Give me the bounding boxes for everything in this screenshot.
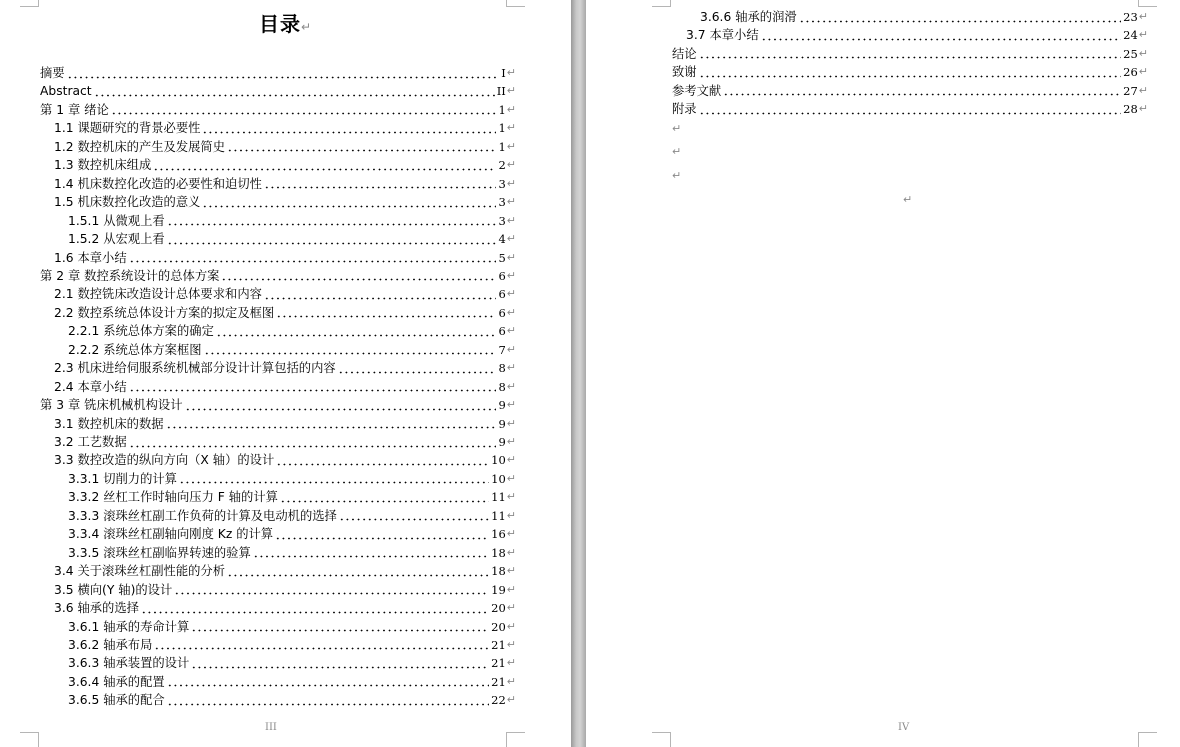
toc-dot-leader <box>202 119 496 134</box>
toc-entry-page-number: 3 <box>498 213 506 228</box>
toc-entry[interactable] <box>68 341 516 360</box>
toc-entry-title: 1.4 机床数控化改造的必要性和迫切性 <box>54 176 262 191</box>
toc-entry[interactable] <box>68 470 516 489</box>
toc-entry-title: 3.1 数控机床的数据 <box>54 416 164 431</box>
toc-dot-leader <box>166 414 497 429</box>
paragraph-mark: ↵ <box>506 268 516 282</box>
toc-dot-leader <box>275 525 489 540</box>
paragraph-mark: ↵ <box>506 508 516 522</box>
toc-entry-page-number: II <box>496 84 506 99</box>
paragraph-mark: ↵ <box>506 601 516 615</box>
toc-entry[interactable] <box>54 581 516 600</box>
toc-dot-leader <box>129 433 497 448</box>
paragraph-mark: ↵ <box>506 84 516 98</box>
toc-entry-page-number: 4 <box>498 232 506 247</box>
toc-entry[interactable] <box>672 82 1148 101</box>
document-page-left <box>0 0 571 747</box>
toc-entry[interactable] <box>54 415 516 434</box>
toc-entry[interactable] <box>68 544 516 563</box>
toc-entry-title: 3.6.3 轴承装置的设计 <box>68 656 190 671</box>
toc-entry[interactable] <box>68 230 516 249</box>
toc-entry[interactable] <box>54 193 516 212</box>
paragraph-mark: ↵ <box>506 305 516 319</box>
toc-entry-title: 3.3 数控改造的纵向方向（X 轴）的设计 <box>54 453 275 468</box>
crop-mark-top-right <box>1138 0 1157 7</box>
paragraph-mark: ↵ <box>506 674 516 688</box>
paragraph-mark: ↵ <box>1138 28 1148 42</box>
crop-mark-bottom-left <box>20 732 39 747</box>
toc-entry-title: 第 1 章 绪论 <box>40 102 109 117</box>
toc-dot-leader <box>221 266 496 281</box>
toc-entry-title: 1.3 数控机床组成 <box>54 158 152 173</box>
toc-dot-leader <box>67 64 500 79</box>
toc-entry[interactable] <box>40 396 516 415</box>
toc-dot-leader <box>129 248 497 263</box>
toc-dot-leader <box>167 672 489 687</box>
toc-entry-page-number: 6 <box>498 268 506 283</box>
paragraph-mark: ↵ <box>506 195 516 209</box>
toc-entry-title: 2.1 数控铣床改造设计总体要求和内容 <box>54 287 262 302</box>
toc-entry-page-number: 28 <box>1123 102 1138 117</box>
toc-entry[interactable] <box>700 8 1148 27</box>
toc-entry-title: 3.3.3 滚珠丝杠副工作负荷的计算及电动机的选择 <box>68 508 337 523</box>
toc-entry-page-number: 1 <box>498 102 506 117</box>
toc-entry-page-number: 27 <box>1123 83 1138 98</box>
toc-dot-leader <box>153 156 496 171</box>
paragraph-mark: ↵ <box>1138 46 1148 60</box>
toc-dot-leader <box>191 654 489 669</box>
toc-title-text: 目录 <box>258 12 301 36</box>
toc-entry[interactable] <box>68 691 516 710</box>
toc-entry-title: 摘要 <box>40 66 65 80</box>
toc-entry-page-number: 8 <box>498 379 506 394</box>
paragraph-mark: ↵ <box>300 20 313 34</box>
paragraph-mark: ↵ <box>506 121 516 135</box>
toc-dot-leader <box>216 322 497 337</box>
toc-entry[interactable] <box>54 451 516 470</box>
toc-dot-leader <box>799 8 1121 23</box>
page-number-footer: IV <box>898 722 910 733</box>
toc-dot-leader <box>723 81 1121 96</box>
toc-entry-page-number: 19 <box>491 582 506 597</box>
toc-dot-leader <box>253 543 489 558</box>
toc-entry-title: 第 2 章 数控系统设计的总体方案 <box>40 268 220 283</box>
toc-entry[interactable] <box>54 249 516 268</box>
crop-mark-bottom-right <box>1138 732 1157 747</box>
toc-dot-leader <box>276 303 496 318</box>
paragraph-mark: ↵ <box>506 139 516 153</box>
toc-entry-title: 3.4 关于滚珠丝杠副性能的分析 <box>54 564 226 579</box>
toc-entry-page-number: 7 <box>498 342 506 357</box>
toc-entry[interactable] <box>40 101 516 120</box>
toc-entry-page-number: 6 <box>498 287 506 302</box>
paragraph-mark: ↵ <box>506 656 516 670</box>
paragraph-mark: ↵ <box>506 176 516 190</box>
paragraph-mark: ↵ <box>1138 65 1148 79</box>
paragraph-mark: ↵ <box>506 342 516 356</box>
toc-entry[interactable] <box>40 82 516 101</box>
toc-entry-page-number: 21 <box>491 674 506 689</box>
toc-entry-title: 2.2 数控系统总体设计方案的拟定及框图 <box>54 305 275 320</box>
page-gutter <box>571 0 586 747</box>
toc-entry-page-number: 24 <box>1123 28 1138 43</box>
paragraph-mark: ↵ <box>506 564 516 578</box>
toc-dot-leader <box>167 230 497 245</box>
paragraph-mark: ↵ <box>506 361 516 375</box>
toc-dot-leader <box>174 580 489 595</box>
toc-entry-title: 3.3.2 丝杠工作时轴向压力 F 轴的计算 <box>68 490 278 505</box>
paragraph-mark: ↵ <box>506 527 516 541</box>
toc-entry[interactable] <box>672 63 1148 82</box>
paragraph-mark: ↵ <box>506 545 516 559</box>
toc-entry-title: 附录 <box>672 102 697 117</box>
toc-dot-leader <box>204 340 497 355</box>
toc-entry-page-number: 9 <box>498 398 506 413</box>
toc-dot-leader <box>264 285 497 300</box>
toc-entry-page-number: 9 <box>498 435 506 449</box>
toc-entry-page-number: 6 <box>498 305 506 320</box>
paragraph-mark: ↵ <box>506 453 516 467</box>
toc-entry[interactable] <box>68 507 516 526</box>
toc-entry-page-number: 2 <box>498 158 506 173</box>
toc-entry-title: 3.6.1 轴承的寿命计算 <box>68 619 190 634</box>
paragraph-mark: ↵ <box>506 379 516 393</box>
paragraph-mark: ↵ <box>506 232 516 246</box>
paragraph-mark: ↵ <box>506 102 516 116</box>
toc-entry-page-number: 11 <box>491 490 506 505</box>
toc-entry-title: 3.6 轴承的选择 <box>54 601 139 616</box>
toc-entry[interactable] <box>54 562 516 581</box>
toc-entry-title: 1.6 本章小结 <box>54 250 127 265</box>
toc-entry-title: 结论 <box>672 46 697 61</box>
toc-entry[interactable] <box>54 119 516 138</box>
toc-dot-leader <box>94 82 495 97</box>
toc-entry-page-number: 10 <box>491 471 506 486</box>
toc-entry[interactable] <box>54 304 516 323</box>
toc-entry-title: 1.5 机床数控化改造的意义 <box>54 195 201 210</box>
crop-mark-top-left <box>652 0 671 7</box>
paragraph-mark: ↵ <box>506 471 516 485</box>
toc-dot-leader <box>227 562 489 577</box>
paragraph-mark: ↵ <box>903 193 913 206</box>
toc-title <box>0 8 571 37</box>
toc-entry[interactable] <box>672 45 1148 64</box>
toc-entry-title: 2.2.2 系统总体方案框图 <box>68 342 202 357</box>
toc-entry-title: 3.3.5 滚珠丝杠副临界转速的验算 <box>68 545 251 560</box>
toc-entry-page-number: 21 <box>491 656 506 671</box>
crop-mark-bottom-left <box>652 732 671 747</box>
toc-dot-leader <box>167 691 489 706</box>
toc-dot-leader <box>280 488 489 503</box>
toc-entry[interactable] <box>40 267 516 286</box>
toc-entry-title: 3.2 工艺数据 <box>54 435 127 449</box>
toc-entry-page-number: 21 <box>491 637 506 652</box>
toc-entry-title: 1.5.2 从宏观上看 <box>68 232 165 247</box>
toc-entry-page-number: 3 <box>498 176 506 191</box>
toc-entry-title: 3.6.6 轴承的润滑 <box>700 10 797 24</box>
toc-entry[interactable] <box>40 64 516 83</box>
toc-entry[interactable] <box>54 138 516 157</box>
paragraph-mark: ↵ <box>506 582 516 596</box>
paragraph-mark: ↵ <box>672 169 682 182</box>
toc-dot-leader <box>264 174 497 189</box>
toc-dot-leader <box>227 137 496 152</box>
toc-entry[interactable] <box>54 433 516 452</box>
paragraph-mark: ↵ <box>1138 102 1148 116</box>
toc-entry-page-number: 20 <box>491 619 506 634</box>
toc-entry-title: 2.3 机床进给伺服系统机械部分设计计算包括的内容 <box>54 361 336 376</box>
toc-entry-page-number: 16 <box>491 527 506 542</box>
toc-entry-page-number: I <box>501 66 506 80</box>
toc-entry-page-number: 22 <box>491 693 506 708</box>
toc-entry[interactable] <box>686 26 1148 45</box>
paragraph-mark: ↵ <box>506 324 516 338</box>
toc-entry-page-number: 18 <box>491 564 506 579</box>
paragraph-mark: ↵ <box>506 637 516 651</box>
toc-entry-title: 2.4 本章小结 <box>54 379 127 394</box>
toc-dot-leader <box>129 377 497 392</box>
document-page-right <box>586 0 1180 747</box>
crop-mark-top-left <box>20 0 39 7</box>
toc-entry-title: 3.3.1 切削力的计算 <box>68 471 177 486</box>
toc-dot-leader <box>338 359 497 374</box>
toc-entry[interactable] <box>68 322 516 341</box>
crop-mark-top-right <box>506 0 525 7</box>
toc-entry[interactable] <box>68 212 516 231</box>
toc-dot-leader <box>699 44 1122 59</box>
toc-entry[interactable] <box>68 525 516 544</box>
toc-entry[interactable] <box>54 285 516 304</box>
toc-dot-leader <box>202 193 496 208</box>
toc-dot-leader <box>179 469 489 484</box>
page-number-footer: III <box>265 722 277 733</box>
paragraph-mark: ↵ <box>672 122 682 135</box>
toc-entry-title: 3.6.5 轴承的配合 <box>68 693 165 708</box>
toc-entry-title: 参考文献 <box>672 83 722 98</box>
toc-entry-page-number: 23 <box>1123 10 1138 24</box>
toc-entry-page-number: 1 <box>498 121 506 136</box>
toc-entry-page-number: 20 <box>491 601 506 616</box>
toc-entry-title: 3.6.4 轴承的配置 <box>68 674 165 689</box>
toc-entry-page-number: 26 <box>1123 65 1138 80</box>
toc-dot-leader <box>111 100 497 115</box>
toc-entry-page-number: 5 <box>498 250 506 265</box>
toc-dot-leader <box>761 26 1121 41</box>
toc-entry-page-number: 9 <box>498 416 506 431</box>
paragraph-mark: ↵ <box>506 416 516 430</box>
toc-entry[interactable] <box>68 488 516 507</box>
toc-dot-leader <box>185 396 497 411</box>
toc-entry-title: 3.7 本章小结 <box>686 28 759 43</box>
toc-entry-title: 1.2 数控机床的产生及发展简史 <box>54 139 226 154</box>
toc-entry[interactable] <box>54 156 516 175</box>
paragraph-mark: ↵ <box>506 398 516 412</box>
toc-entry-title: 3.3.4 滚珠丝杠副轴向刚度 Kz 的计算 <box>68 527 274 542</box>
toc-dot-leader <box>167 211 497 226</box>
toc-entry-title: 3.5 横向(Y 轴)的设计 <box>54 582 173 597</box>
paragraph-mark: ↵ <box>506 158 516 172</box>
toc-dot-leader <box>699 100 1122 115</box>
toc-entry-page-number: 11 <box>491 508 506 523</box>
toc-entry[interactable] <box>68 654 516 673</box>
paragraph-mark: ↵ <box>506 435 516 448</box>
paragraph-mark: ↵ <box>506 619 516 633</box>
paragraph-mark: ↵ <box>506 490 516 504</box>
toc-entry-title: Abstract <box>40 84 92 99</box>
toc-entry-title: 致谢 <box>672 65 697 80</box>
paragraph-mark: ↵ <box>672 145 682 158</box>
toc-entry-page-number: 8 <box>498 361 506 376</box>
paragraph-mark: ↵ <box>1138 83 1148 97</box>
toc-entry-page-number: 6 <box>498 324 506 339</box>
toc-dot-leader <box>191 617 489 632</box>
toc-entry[interactable] <box>68 673 516 692</box>
toc-entry-title: 第 3 章 铣床机械机构设计 <box>40 398 183 413</box>
toc-dot-leader <box>154 635 489 650</box>
toc-entry-page-number: 1 <box>498 139 506 154</box>
paragraph-mark: ↵ <box>506 66 516 79</box>
paragraph-mark: ↵ <box>506 213 516 227</box>
toc-entry-title: 2.2.1 系统总体方案的确定 <box>68 324 214 339</box>
toc-entry-page-number: 18 <box>491 545 506 560</box>
paragraph-mark: ↵ <box>1138 10 1148 23</box>
toc-entry-title: 1.5.1 从微观上看 <box>68 213 165 228</box>
toc-entry-title: 3.6.2 轴承布局 <box>68 637 153 652</box>
toc-entry-page-number: 10 <box>491 453 506 468</box>
toc-dot-leader <box>276 451 489 466</box>
toc-entry[interactable] <box>54 175 516 194</box>
toc-entry[interactable] <box>68 636 516 655</box>
toc-entry[interactable] <box>54 378 516 397</box>
toc-entry-page-number: 25 <box>1123 46 1138 61</box>
toc-entry[interactable] <box>672 100 1148 119</box>
crop-mark-bottom-right <box>506 732 525 747</box>
toc-dot-leader <box>339 506 489 521</box>
toc-dot-leader <box>699 63 1122 78</box>
paragraph-mark: ↵ <box>506 250 516 264</box>
toc-entry[interactable] <box>68 618 516 637</box>
paragraph-mark: ↵ <box>506 287 516 301</box>
toc-entry[interactable] <box>54 599 516 618</box>
toc-entry-title: 1.1 课题研究的背景必要性 <box>54 121 201 136</box>
toc-dot-leader <box>141 599 489 614</box>
toc-entry-page-number: 3 <box>498 195 506 210</box>
toc-entry[interactable] <box>54 359 516 378</box>
paragraph-mark: ↵ <box>506 693 516 707</box>
